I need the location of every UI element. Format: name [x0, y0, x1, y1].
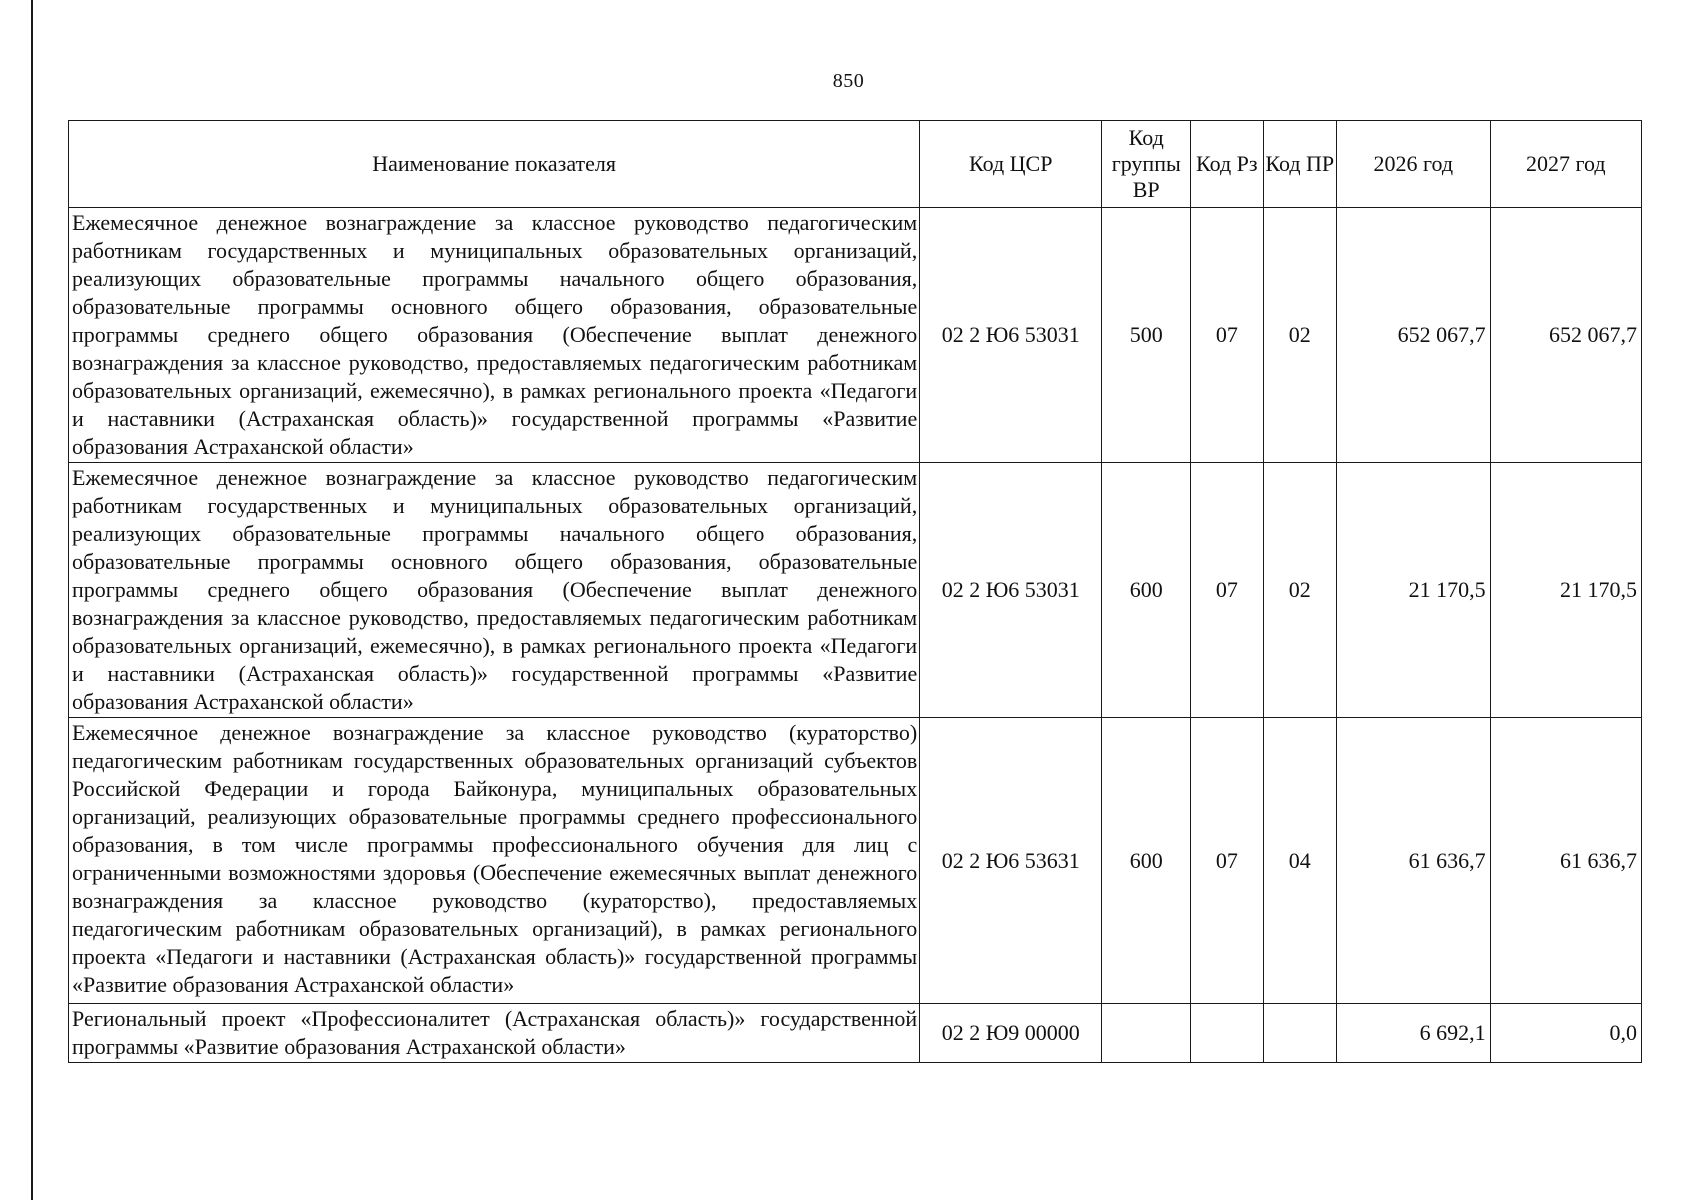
row-name-text: Ежемесячное денежное вознаграждение за классное руководство педагогическим работникам государственных и муниципальных образовательных организаций, реализующих образовательные программы начального общего образования, образовательные программы основного общего образования, образовательные программы среднего общего образования (Обеспечение выплат денежного вознаграждения за классное руководство, предоставляемых педагогическим работникам образовательных организаций, ежемесячно), в рамках регионального проекта «Педагоги и наставники (Астраханская область)» государственной программы «Развитие образования Астраханской области» — [72, 465, 918, 714]
table-row — [69, 718, 1642, 1004]
row-vr: 500 — [1102, 208, 1191, 463]
header-rz: Код Рз — [1191, 121, 1263, 208]
page-number: 850 — [832, 70, 865, 92]
header-pr: Код ПР — [1263, 121, 1336, 208]
row-2026: 652 067,7 — [1337, 208, 1491, 463]
row-vr: 600 — [1102, 718, 1191, 1004]
row-name-text: Ежемесячное денежное вознаграждение за классное руководство (кураторство) педагогическим работникам государственных образовательных организаций субъектов Российской Федерации и города Байконура, муниципальных образовательных организаций, реализующих образовательные программы среднего профессионального образования, в том числе программы профессионального обучения для лиц с ограниченными возможностями здоровья (Обеспечение ежемесячных выплат денежного вознаграждения за классное руководство (кураторство), предоставляемых педагогическим работникам образовательных организаций), в рамках регионального проекта «Педагоги и наставники (Астраханская область)» государственной программы «Развитие образования Астраханской области» — [72, 720, 918, 997]
row-2026: 21 170,5 — [1337, 463, 1491, 718]
row-name-text: Региональный проект «Профессионалитет (Астраханская область)» государственной программы «Развитие образования Астраханской области» — [72, 1006, 918, 1059]
row-name — [69, 718, 920, 1004]
row-csr: 02 2 Ю6 53031 — [920, 463, 1102, 718]
binding-margin-line — [31, 0, 33, 1200]
row-rz — [1191, 1004, 1263, 1063]
row-name — [69, 1004, 920, 1063]
table-row — [69, 208, 1642, 463]
row-rz: 07 — [1191, 718, 1263, 1004]
budget-table — [68, 120, 1642, 1063]
row-rz: 07 — [1191, 463, 1263, 718]
budget-table-container — [68, 120, 1642, 1063]
row-name — [69, 208, 920, 463]
row-2026: 61 636,7 — [1337, 718, 1491, 1004]
row-2026: 6 692,1 — [1337, 1004, 1491, 1063]
row-name — [69, 463, 920, 718]
row-csr: 02 2 Ю6 53631 — [920, 718, 1102, 1004]
row-2027: 61 636,7 — [1490, 718, 1641, 1004]
row-2027: 0,0 — [1490, 1004, 1641, 1063]
table-header-row — [69, 121, 1642, 208]
header-2027: 2027 год — [1490, 121, 1641, 208]
header-vr: Код группы ВР — [1102, 121, 1191, 208]
row-pr: 02 — [1263, 208, 1336, 463]
row-vr — [1102, 1004, 1191, 1063]
row-pr: 04 — [1263, 718, 1336, 1004]
header-csr: Код ЦСР — [920, 121, 1102, 208]
row-csr: 02 2 Ю9 00000 — [920, 1004, 1102, 1063]
row-vr: 600 — [1102, 463, 1191, 718]
row-pr — [1263, 1004, 1336, 1063]
table-row — [69, 1004, 1642, 1063]
row-csr: 02 2 Ю6 53031 — [920, 208, 1102, 463]
row-name-text: Ежемесячное денежное вознаграждение за классное руководство педагогическим работникам государственных и муниципальных образовательных организаций, реализующих образовательные программы начального общего образования, образовательные программы основного общего образования, образовательные программы среднего общего образования (Обеспечение выплат денежного вознаграждения за классное руководство, предоставляемых педагогическим работникам образовательных организаций, ежемесячно), в рамках регионального проекта «Педагоги и наставники (Астраханская область)» государственной программы «Развитие образования Астраханской области» — [72, 210, 918, 459]
row-pr: 02 — [1263, 463, 1336, 718]
table-row — [69, 463, 1642, 718]
header-name: Наименование показателя — [69, 121, 920, 208]
row-2027: 652 067,7 — [1490, 208, 1641, 463]
header-2026: 2026 год — [1337, 121, 1491, 208]
row-2027: 21 170,5 — [1490, 463, 1641, 718]
row-rz: 07 — [1191, 208, 1263, 463]
